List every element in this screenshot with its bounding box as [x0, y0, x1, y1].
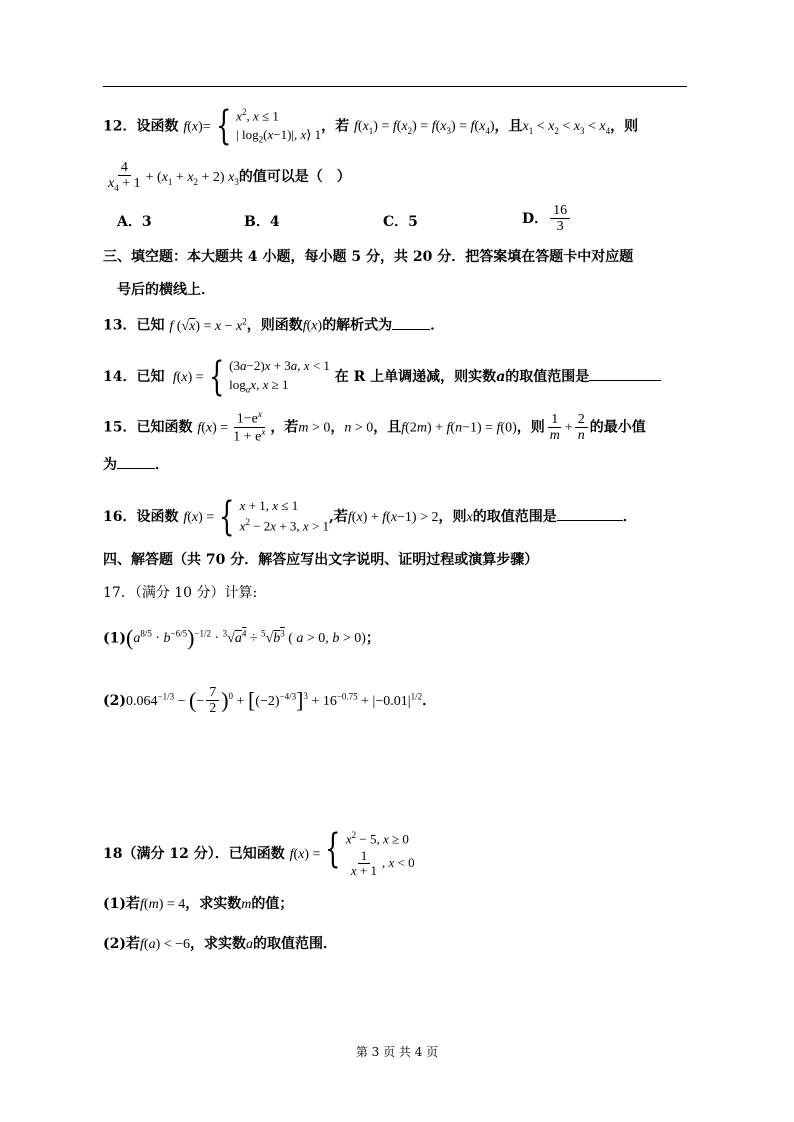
answer-blank[interactable]	[392, 329, 430, 330]
question-15-cont: 为 ．	[103, 457, 169, 473]
question-18: 18（满分 12 分）．已知函数 f(x) = { $x^2 - 5$, x ≥ 0 $\frac{1}{x + 1}$ , x < 0	[103, 826, 415, 879]
question-14: 14．已知 f(x) = { (3a−2)x + 3a, x < 1 $\log_ax$, x ≥ 1 在 R 上单调递减，则实数a的取值范围是	[103, 357, 661, 397]
question-number: 12．	[103, 118, 137, 135]
header-rule	[103, 86, 687, 87]
question-12: 12．设函数 f(x)= { $x^2$, x ≤ 1 | $\log_2(x-1)|$, x⟩ 1 ，若 $f(x_1) = f(x_2) = f(x_3) = f(x_4)$，且$x_1 < x_2 < x_3 < x_4$，则	[103, 103, 639, 149]
option-c: C．5	[383, 214, 418, 230]
answer-blank[interactable]	[557, 520, 623, 521]
question-12-expression: $\frac{4}{x_4 + 1}$ + $(x_1 + x_2 + 2)$ $x_3$的值可以是（ ）	[108, 160, 351, 194]
question-16: 16．设函数 f(x) = { x + 1, x ≤ 1 $x^2 - 2x + 3$, x > 1 ,若f(x) + f(x−1) > 2，则x的取值范围是 ．	[103, 494, 637, 540]
question-18-part-1: (1)若f(m) = 4，求实数m的值；	[103, 896, 294, 912]
option-d: D． $\frac{16}{3}$	[522, 203, 572, 235]
question-text: 设函数	[136, 118, 179, 135]
piecewise-function: { (3a−2)x + 3a, x < 1 $\log_ax$, x ≥ 1	[208, 354, 330, 400]
question-13: 13．已知 f $(√x) = x - x^2$，则函数f(x)的解析式为 ．	[103, 316, 445, 334]
piecewise-function: { x + 1, x ≤ 1 $x^2 - 2x + 3$, x > 1	[219, 494, 330, 540]
section-3-title-cont: 号后的横线上．	[117, 282, 215, 298]
piecewise-function: { $x^2$, x ≤ 1 | $\log_2(x-1)|$, x⟩ 1	[215, 103, 322, 149]
question-18-part-2: (2)若f(a) < −6，求实数a的取值范围．	[103, 936, 338, 952]
question-17-part-1: $(1)(a^{8/5} \cdot b^{-6/5})^{-1/2} \cdot ^3√a^4 \div ^5√b^3$ ( a > 0, b > 0)；	[103, 625, 380, 650]
question-17-title: 17．（满分 10 分）计算:	[103, 585, 258, 601]
answer-blank[interactable]	[117, 468, 155, 469]
option-b: B．4	[244, 214, 280, 230]
question-17-part-2: $(2)0.064^{-1/3}$ − (− $\frac{7}{2}$ )$^0 + [(-2)^{-4/3}]^3 + 16^{-0.75} + |-0.01|^{1/2}$．	[103, 685, 437, 717]
question-15: 15．已知函数 f(x) = $\frac{1-e^x}{1 + e^x}$ ，若m > 0，n > 0，且f(2m) + f(n−1) = f(0)，则 $\frac{1}{m}$ + $\frac{2}{n}$ 的最小值	[103, 409, 646, 445]
piecewise-function: { $x^2 - 5$, x ≥ 0 $\frac{1}{x + 1}$ , x < 0	[325, 826, 415, 879]
page-footer: 第 3 页 共 4 页	[355, 1045, 439, 1059]
option-a: A．3	[117, 214, 152, 230]
section-4-title: 四、解答题（共 70 分．解答应写出文字说明、证明过程或演算步骤）	[103, 552, 539, 568]
section-3-title: 三、填空题：本大题共 4 小题，每小题 5 分，共 20 分．把答案填在答题卡中对应题	[103, 249, 634, 265]
answer-blank[interactable]	[589, 380, 661, 381]
